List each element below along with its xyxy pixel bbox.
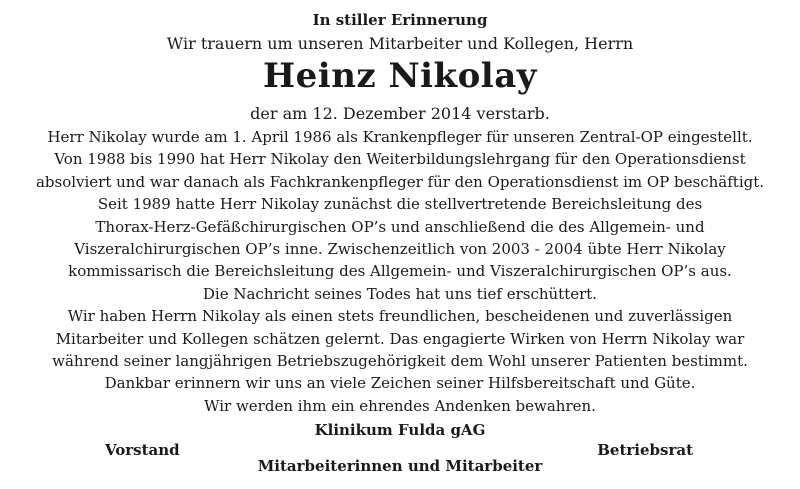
notice-body [0,126,800,417]
intro-text: Wir trauern um unseren Mitarbeiter und Kollegen, Herrn [166,34,634,53]
body-line: absolviert und war danach als Fachkrankenpfleger für den Operationsdienst im OP beschäftigt. [35,172,765,191]
body-line: Seit 1989 hatte Herr Nikolay zunächst die stellvertretende Bereichsleitung des [97,195,703,214]
deceased-name: Heinz Nikolay [263,56,537,96]
staff-signature: Mitarbeiterinnen und Mitarbeiter [257,457,543,475]
board-signature: Vorstand [105,441,180,459]
body-line: Thorax-Herz-Gefäßchirurgischen OP’s und anschließend die des Allgemein- und [95,217,705,236]
body-line: Viszeralchirurgischen OP’s inne. Zwischenzeitlich von 2003 - 2004 übte Herr Nikolay [74,240,726,259]
body-line: Herr Nikolay wurde am 1. April 1986 als Krankenpfleger für unseren Zentral-OP eingestellt. [47,128,753,146]
works-council-signature: Betriebsrat [597,441,693,459]
body-line: während seiner langjährigen Betriebszugehörigkeit dem Wohl unserer Patienten bestimmt. [52,352,748,371]
notice-heading: In stiller Erinnerung [312,11,488,29]
body-line: Dankbar erinnern wir uns an viele Zeichen seiner Hilfsbereitschaft und Güte. [104,374,696,393]
body-line: Von 1988 bis 1990 hat Herr Nikolay den Weiterbildungslehrgang für den Operationsdienst [54,150,746,169]
clinic-signature: Klinikum Fulda gAG [314,421,486,439]
body-line: kommissarisch die Bereichsleitung des Allgemein- und Viszeralchirurgischen OP’s aus. [68,262,732,281]
body-line: Die Nachricht seines Todes hat uns tief erschüttert. [202,284,598,303]
body-line: Wir haben Herrn Nikolay als einen stets freundlichen, bescheidenen und zuverlässigen [67,307,733,326]
body-line: Mitarbeiter und Kollegen schätzen gelernt. Das engagierte Wirken von Herrn Nikolay war [55,329,745,348]
body-line: Wir werden ihm ein ehrendes Andenken bewahren. [204,396,596,415]
date-of-death: der am 12. Dezember 2014 verstarb. [250,104,550,123]
